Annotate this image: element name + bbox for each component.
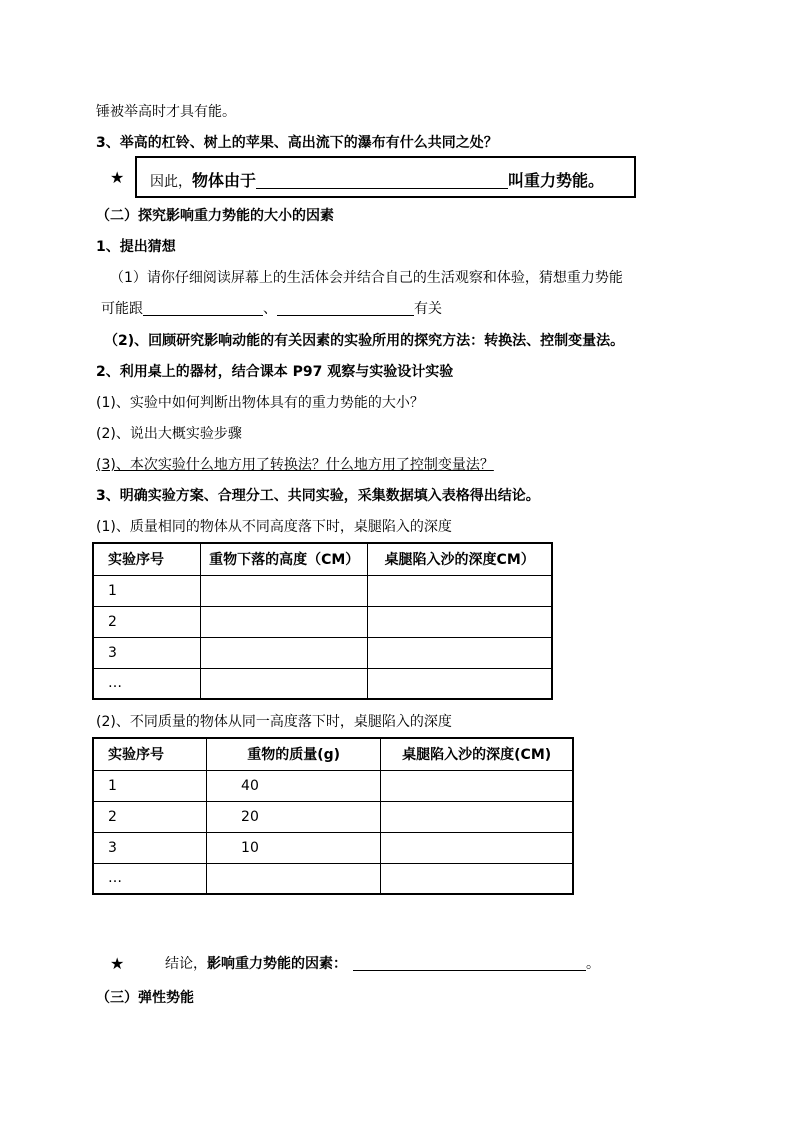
table-cell: 2	[93, 801, 207, 832]
conclusion	[165, 954, 600, 974]
conclusion-blank[interactable]	[353, 954, 586, 971]
table-1	[92, 542, 553, 700]
star-icon: ★	[110, 954, 125, 973]
guess-blank-2[interactable]	[277, 299, 414, 316]
table-cell: 20	[207, 801, 381, 832]
table-cell: 1	[93, 770, 207, 801]
table-row	[93, 637, 552, 668]
table-row	[93, 668, 552, 699]
table-cell[interactable]	[381, 832, 573, 863]
table-1-header-row	[93, 543, 552, 575]
table-cell[interactable]	[368, 637, 552, 668]
paragraph-line: 锤被举高时才具有能。	[96, 104, 236, 120]
table-2-caption: (2)、不同质量的物体从同一高度落下时，桌腿陷入的深度	[96, 714, 452, 730]
table-cell[interactable]	[368, 575, 552, 606]
question-3: 3、举高的杠铃、树上的苹果、高出流下的瀑布有什么共同之处？	[96, 135, 498, 151]
table-1-header: 实验序号	[93, 543, 201, 575]
guess-sep: 、	[263, 301, 277, 317]
table-cell[interactable]	[201, 668, 368, 699]
conclusion-main: 影响重力势能的因素：	[207, 956, 347, 972]
table-cell: 10	[207, 832, 381, 863]
table-row	[93, 606, 552, 637]
step-2-q1: (1)、实验中如何判断出物体具有的重力势能的大小？	[96, 395, 424, 411]
box-main: 物体由于	[192, 171, 257, 190]
conclusion-prefix: 结论，	[165, 956, 207, 972]
step-1-text: （1）请你仔细阅读屏幕上的生活体会并结合自己的生活观察和体验，猜想重力势能	[110, 270, 623, 286]
table-cell: 1	[93, 575, 201, 606]
table-cell: 2	[93, 606, 201, 637]
table-row	[93, 770, 573, 801]
step-1-guess	[101, 299, 442, 319]
table-2-header: 实验序号	[93, 738, 207, 770]
box-suffix: 叫重力势能。	[508, 171, 605, 190]
table-cell[interactable]	[201, 606, 368, 637]
definition-box	[135, 156, 636, 198]
table-cell: …	[93, 668, 201, 699]
section-2-title: （二）探究影响重力势能的大小的因素	[96, 208, 334, 224]
guess-blank-1[interactable]	[143, 299, 263, 316]
table-1-header: 桌腿陷入沙的深度CM）	[368, 543, 552, 575]
section-3-title: （三）弹性势能	[96, 990, 194, 1006]
table-cell[interactable]	[368, 606, 552, 637]
table-2-header: 重物的质量(g)	[207, 738, 381, 770]
step-2-title: 2、利用桌上的器材，结合课本 P97 观察与实验设计实验	[96, 364, 454, 380]
table-2	[92, 737, 574, 895]
guess-suffix: 有关	[414, 301, 442, 317]
conclusion-end: 。	[586, 956, 600, 972]
table-cell[interactable]	[368, 668, 552, 699]
table-cell[interactable]	[201, 637, 368, 668]
step-2-q2: (2)、说出大概实验步骤	[96, 426, 242, 442]
table-cell[interactable]	[381, 770, 573, 801]
table-2-header: 桌腿陷入沙的深度(CM)	[381, 738, 573, 770]
step-2-q3: (3)、本次实验什么地方用了转换法？什么地方用了控制变量法？	[96, 457, 494, 473]
answer-blank[interactable]	[256, 172, 508, 189]
table-cell: 40	[207, 770, 381, 801]
table-row	[93, 575, 552, 606]
table-cell: 3	[93, 832, 207, 863]
step-3-title: 3、明确实验方案、合理分工、共同实验，采集数据填入表格得出结论。	[96, 488, 540, 504]
table-cell: 3	[93, 637, 201, 668]
step-1-method: （2)、回顾研究影响动能的有关因素的实验所用的探究方法：转换法、控制变量法。	[104, 333, 625, 349]
box-prefix: 因此，	[150, 174, 192, 190]
table-cell[interactable]	[381, 801, 573, 832]
table-row	[93, 801, 573, 832]
table-row	[93, 832, 573, 863]
star-icon: ★	[110, 168, 125, 187]
step-1-title: 1、提出猜想	[96, 239, 176, 255]
table-2-header-row	[93, 738, 573, 770]
table-cell	[207, 863, 381, 894]
table-row	[93, 863, 573, 894]
table-cell: …	[93, 863, 207, 894]
table-cell[interactable]	[201, 575, 368, 606]
table-cell[interactable]	[381, 863, 573, 894]
table-1-caption: (1)、质量相同的物体从不同高度落下时，桌腿陷入的深度	[96, 519, 452, 535]
guess-prefix: 可能跟	[101, 301, 143, 317]
table-1-header: 重物下落的高度（CM）	[201, 543, 368, 575]
